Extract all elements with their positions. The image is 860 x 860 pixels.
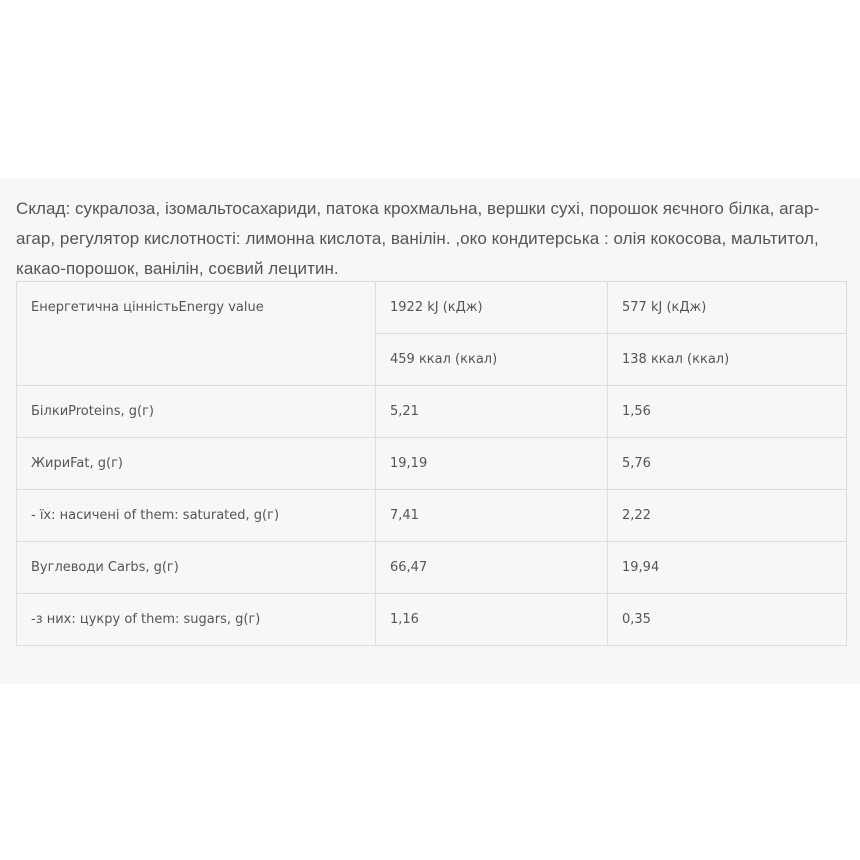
nutrition-table <box>16 281 847 646</box>
nutrient-value-cell: 1,56 <box>608 386 847 438</box>
table-row <box>17 490 847 542</box>
nutrient-value-cell: 66,47 <box>376 542 608 594</box>
table-row <box>17 542 847 594</box>
energy-kcal-cell: 459 ккал (ккал) <box>376 334 608 386</box>
table-row <box>17 282 847 334</box>
energy-kj-cell: 577 kJ (кДж) <box>608 282 847 334</box>
nutrient-label-cell: -з них: цукру of them: sugars, g(г) <box>17 594 376 646</box>
energy-label-cell: Енергетична цінністьEnergy value <box>17 282 376 386</box>
nutrient-label-cell: - їх: насичені of them: saturated, g(г) <box>17 490 376 542</box>
ingredients-text: Склад: сукралоза, ізомальтосахариди, патока крохмальна, вершки сухі, порошок яєчного білка, агар-агар, регулятор кислотності: лимонна кислота, ванілін. ,око кондитерська : олія кокосова, мальтитол, какао-порошок, ванілін, соєвий лецитин. <box>16 199 820 278</box>
product-info-panel <box>0 178 860 684</box>
nutrient-value-cell: 1,16 <box>376 594 608 646</box>
nutrient-value-cell: 19,94 <box>608 542 847 594</box>
nutrient-value-cell: 0,35 <box>608 594 847 646</box>
nutrient-value-cell: 5,76 <box>608 438 847 490</box>
nutrient-label-cell: Вуглеводи Carbs, g(г) <box>17 542 376 594</box>
nutrient-value-cell: 2,22 <box>608 490 847 542</box>
energy-kj-cell: 1922 kJ (кДж) <box>376 282 608 334</box>
nutrient-value-cell: 5,21 <box>376 386 608 438</box>
nutrient-value-cell: 19,19 <box>376 438 608 490</box>
nutrient-value-cell: 7,41 <box>376 490 608 542</box>
nutrient-label-cell: ЖириFat, g(г) <box>17 438 376 490</box>
energy-kcal-cell: 138 ккал (ккал) <box>608 334 847 386</box>
table-row <box>17 386 847 438</box>
table-row <box>17 594 847 646</box>
nutrient-label-cell: БілкиProteins, g(г) <box>17 386 376 438</box>
table-row <box>17 438 847 490</box>
